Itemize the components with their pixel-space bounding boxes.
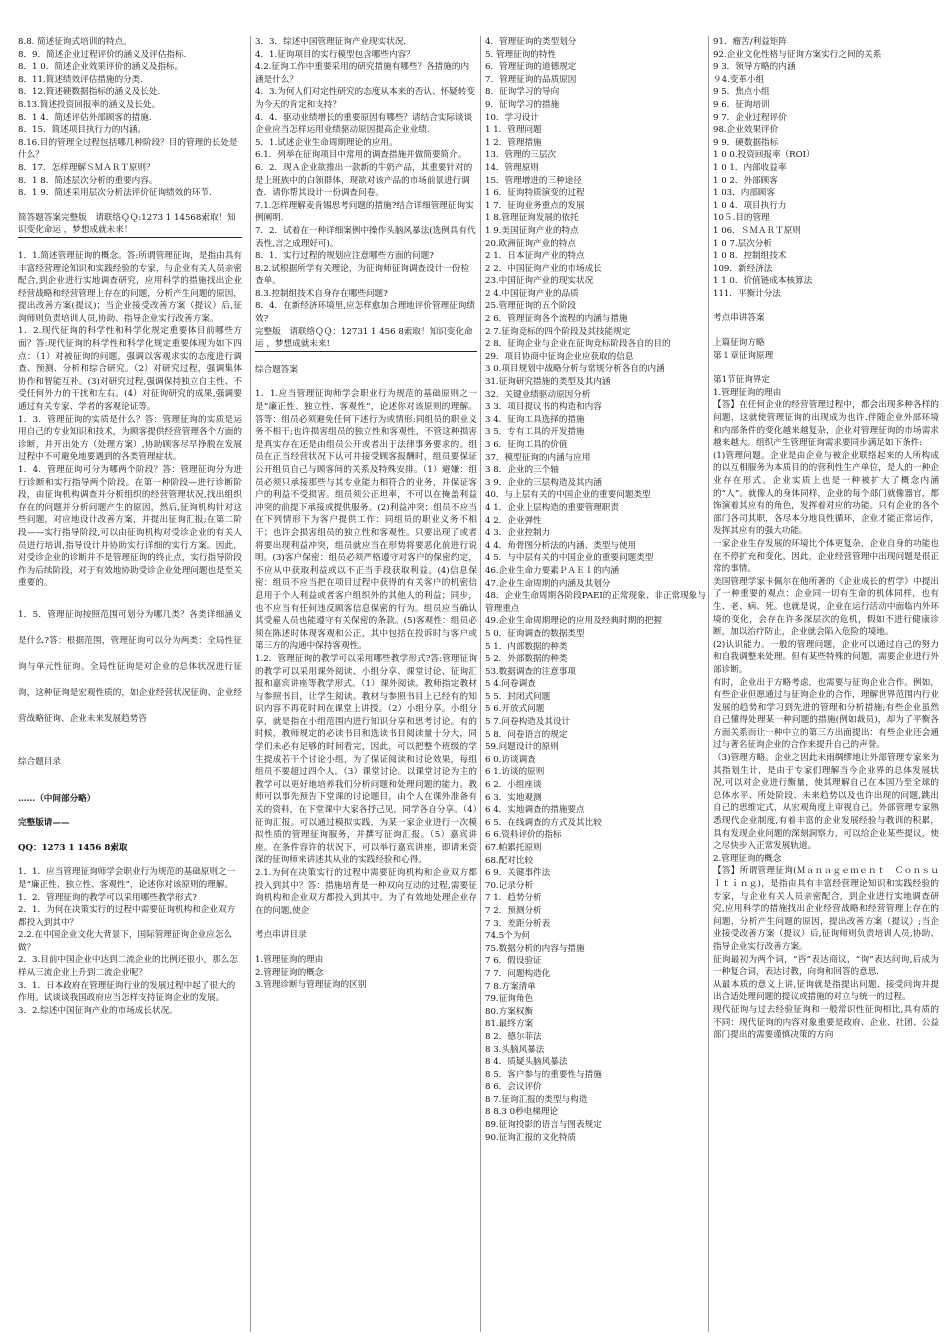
toc-entry: 8 4．质疑头脑风暴法 xyxy=(485,1057,568,1068)
toc-entry: 13．管理的三层次 xyxy=(485,150,557,161)
toc-entry: 9 7．企业过程评价 xyxy=(713,112,787,123)
toc-entry: 3 6．征询工具的价值 xyxy=(485,440,568,450)
toc-entry: 74.5个为何 xyxy=(485,931,530,942)
toc-entry: 4 3．企业控制力 xyxy=(485,528,551,539)
comprehensive-toc-heading: 综合题目录 xyxy=(18,756,61,767)
comp-answer-1-1: 1．1.应当管理征询师学会职业行为规范的基础原则之一是“廉正性、独立性、客观性”，论述你对该原则的理解。答等：组员必须避免任何下述行为或情形:同组员的职业义务不相干;也许损害组员的独立性和客观性，不管这种损害是真实存在还是由组员公开或者出于法律事务要求的。组员在正当经营状况下认可并接受顾客报酬时，组员要保证公开组员自己与顾客间的关系及特殊安排。（1）避嫌：组员必须只承接那些与其专业能力相符合的业务，并保证客户的利益不受损害。组员须公正坦率，不可以在掩盖利益冲突的前提下承接或提供服务。(2)利益冲突：组员不应当在下列情形下为客户提供工作：同组员的职业义务不相干；也许会损害组员的独立性和客观性。只要出现了或者将要出现利益冲突，组员就应当在形势将要恶化前进行说明。(3)客户保密：组员必须严格遵守对客户的保密约定，不应从中获取利益或以不正当手段获取利益。(4)信息保密：组员不应当把在项目过程中获得的有关客户的机密信息用于个人利益或者客户组织外的其他人的利益；同步，也不应当有任何违反顾客信息保密的行为。组员应当确认其受雇人员也能遵守有关保密的条款。(5)客观性：组员必须在陈述时体现客观和公正，其中包括在投诉时与客户或第三方的沟通中保持客观性。 xyxy=(255,389,477,652)
comp-question-4-2: 4.2.征询工作中重要采用的研究措施有哪些？各措施的内涵是什么？ xyxy=(255,62,470,85)
answer-paragraph: 美国管理学家卡佩尔在他所著的《企业成长的哲学》中提出了一种重要的观点：企业同一切有生命的机体同样，也有生、老、病、死。也就是说，企业在运行活动中面临内外环境的变化，会存在许多深层次的危机，假如不进行健康诊断，加以治疗防止，企业就会陷入危险的境地。 xyxy=(713,576,939,638)
toc-entry: 1 7．征询业务重点的发展 xyxy=(485,200,585,211)
answer-paragraph: 有时，企业出于方略考虑，也需要与征询企业合作。例如，有些企业但愿通过与征询企业的合作，理解世界范围内行业发展的趋势和学习到先进的管理和分析措施;有些企业虽然自己懂得处理某一种问题的措施(例如裁员)，却为了平衡各方面关系而让一种中立的第三方出面提出：有些企业还会通过与著名征询企业的合作来提升自己的声誉。 xyxy=(713,677,939,751)
question-8-17: 8．17．怎样理解ＳＭＡＲＴ原则？ xyxy=(18,162,155,173)
comp-question-3-3: 3．3．综述中国管理征询产业现实状况. xyxy=(255,37,407,47)
answer-1-3: 1．3．管理征询的实质是什么？答：管理征询的实质是运用自己的专业知识和技术，为顾客提供经营管理各个方面的诊断，并开出处方（处理方案）,协助顾客尽早挣脱在发展过程中不可避免地要遇到的各类管理症状。 xyxy=(18,414,242,463)
toc-entry: 3 0.项目规划中战略分析与常规分析各自的内涵 xyxy=(485,364,665,375)
toc-entry: 53.数据调查的注意事项 xyxy=(485,666,577,677)
toc-entry: 1 1 0．价值链成本核算法 xyxy=(713,276,813,287)
toc-entry: 4．管理征询的类型划分 xyxy=(485,37,577,47)
answer-1-4: 1．4．管理征询可分为哪两个阶段？答：管理征询分为进行诊断和实行指导两个阶段。在第一种阶段—进行诊断阶段，由征询机构调查并分析组织的经营管理状况,找出组织存在的问题并分析问题产生的原因，然后,征询机构针对这些问题，对应地设计改善方案，并提出征询汇报;在第二阶段——实行指导阶段,可以由征询机构对受诊企业的有关人员进行培训,指导设计并协助实行详细的实行方案。因此，对受诊企业的诊断并不是管理征询的终止点，实行指导阶段作为后续阶段，对于有效地协助受诊企业处理问题也是至关重要的。 xyxy=(18,465,242,589)
toc-entry: 6 2．小组座谈 xyxy=(485,780,542,791)
comp-question-1-2: 1．2．管理征询的教学可以采用哪些教学形式? xyxy=(18,892,197,903)
toc-entry: 1 1．管理问题 xyxy=(485,125,542,136)
question-8-14: 8．1 4．简述评估外部顾客的措施. xyxy=(18,112,152,123)
toc-entry: 6．管理征询的道德规定 xyxy=(485,62,577,73)
toc-entry: 7 2．预测分析 xyxy=(485,905,542,916)
toc-entry: 6 0.访谈调查 xyxy=(485,754,536,765)
toc-item-1: 1.管理征询的理由 xyxy=(255,954,324,965)
column-1 xyxy=(18,36,242,1332)
toc-entry: 32．关键业绩驱动原因分析 xyxy=(485,389,591,400)
toc-item-3: 3.管理诊断与管理征询的区别 xyxy=(255,980,367,991)
omitted-notice: ……（中间部分略） xyxy=(18,793,96,804)
question-8-15: 8．15．简述项目执行力的内涵。 xyxy=(18,125,147,136)
section-heading: 第1节征询界定 xyxy=(713,375,771,386)
answer-contact-notice-2: 完整版 请联络ＱＱ：12731 1 456 8索取！知识变化命运 ，梦想成就未来! xyxy=(255,326,473,350)
toc-entry: 49.企业生命周期理论的应用及经典时期的把握 xyxy=(485,616,662,627)
toc-entry: 80.方案权衡 xyxy=(485,1006,534,1017)
toc-entry: 6 6.资料评价的指标 xyxy=(485,830,562,841)
toc-entry: 3 9．企业的三层构造及其内涵 xyxy=(485,477,602,488)
toc-entry: 7 8.方案清单 xyxy=(485,981,536,992)
toc-entry: 37．模型征询的内涵与应用 xyxy=(485,452,591,463)
answer-paragraph: 【答】在任何企业的经营管理过程中，都会出现多种各样的问题，这就使管理征询的出现成为也许.伴随企业外部环境和内部条件的变化越来越复杂，企业对管理征询的市场需求越来越大。组织产生管理征询需求要同步满足如下条件: xyxy=(713,400,939,449)
toc-entry: 89.征询投影的语言与图表规定 xyxy=(485,1120,602,1131)
toc-entry: 5. 管理征询的特性 xyxy=(485,49,557,60)
column-2 xyxy=(250,36,477,1332)
toc-entry: 6 9．关键事件法 xyxy=(485,868,551,879)
comp-question-7-2: 7．2．试着在一种详细案例中操作头脑风暴法(选例具有代表性,言之成理好可)。 xyxy=(255,225,476,249)
toc-entry: 9 3．领导方略的内涵 xyxy=(713,62,796,73)
question-8-10: 8．1 0．简述企业效果评价的涵义及指标。 xyxy=(18,62,184,73)
toc-entry: 3 4．征询工具选择的措施 xyxy=(485,414,585,425)
question-8-8: 8.8. 简述征询式培训的特点。 xyxy=(18,37,132,47)
comp-question-8-2: 8.2.试根据所学有关理论，为征询师征询调查设计一份检查单。 xyxy=(255,263,470,287)
comp-question-2-1: 2．1．为何在决策实行的过程中需要征询机构和企业双方都投入到其中？ xyxy=(18,905,236,928)
toc-entry: 7 6．假设验证 xyxy=(485,956,542,967)
toc-entry: 8 3.头脑风暴法 xyxy=(485,1044,545,1055)
toc-entry: 111．平衡计分法 xyxy=(713,288,781,299)
toc-entry: 7．管理征询的品质原因 xyxy=(485,74,577,85)
toc-entry: 6 3．实地观测 xyxy=(485,792,542,803)
toc-list xyxy=(485,36,707,1144)
toc-entry: 8 8.3 0秒电梯理论 xyxy=(485,1107,559,1118)
toc-entry: 4 1．企业上层构造的重要管理职责 xyxy=(485,502,619,513)
toc-entry: 47.企业生命周期的内涵及其划分 xyxy=(485,578,611,589)
chapter-heading: 第１章征询原理 xyxy=(713,350,774,361)
answer-paragraph: 从最本质的意义上讲,征询就是指提出问题、接受问询并提出合适处理问题的提议或措施的对立与统一的过程。 xyxy=(713,979,939,1003)
toc-entry: 48．企业生命周期各阶段PAEI的正常现象、非正常现象与管理重点 xyxy=(485,591,706,614)
toc-item-2: 2.管理征询的概念 xyxy=(255,967,324,978)
answer-paragraph: （3)管理方略。企业之因此未雨绸缪地让外部管理专家来为其指划生计，是由于专家们理解当今企业界的总体发展状况,可以对企业进行衡量，使其理解自己在本国乃至全球的总体水平、所处阶段、未来趋势以及也许出现的问题,跳出自己的思维定式，从宏观角度上审视自己。外部管理专家熟悉现代企业制度,有着丰富的企业发展经验与教训的积累，具有发现企业问题的深刻洞察力，可以给企业某些提议，使之尽快步入正常发展轨道。 xyxy=(713,753,939,852)
toc-entry: 10５.目的管理 xyxy=(713,213,770,224)
comp-answer-2-1: 2.1.为何在决策实行的过程中需要征询机构和企业双方都投入到其中？答：措施培育是一种双向互动的过程,需要征询机构和企业双方都投入到其中。为了有效地处理企业存在的问题,使企 xyxy=(255,868,477,916)
toc-entry: 20.欧洲征询产业的特点 xyxy=(485,238,577,249)
answer-paragraph: (2)认识能力。一般的管理问题，企业可以通过自己的努力和自我调整来处理。但有某些特殊的问题，需要企业进行外部诊断。 xyxy=(713,639,939,675)
toc-entry: 5 6.开放式问题 xyxy=(485,704,545,715)
answer-1-1: 1．1.简述管理征询的概念。答:所谓管理征询，是指由具有丰富经营理论知识和实践经验的专家，与企业有关人员亲密配合,到企业进行实地调查研究，应用科学的措施找出企业经营战略和经营管理上存在的问题，分析产生问题的原因，提出改善方案(提议)；当企业接受改善方案（提议）后,征询师则负责培训人员,协助、指导企业实行改善方案。 xyxy=(18,250,242,324)
comp-question-5-1: 5．1.试述企业生命周期理论的应用。 xyxy=(255,137,398,148)
toc-entry: 5 8．问卷语言的规定 xyxy=(485,729,568,740)
toc-entry: 109．新经济法 xyxy=(713,263,773,274)
toc-entry: 59.问题设计的原则 xyxy=(485,742,559,753)
topic-heading: 2.管理征询的概念 xyxy=(713,853,782,864)
comp-question-3-2: 3．2.综述中国征询产业的市场成长状况。 xyxy=(18,1005,178,1016)
toc-entry: 98.企业效果评价 xyxy=(713,125,779,136)
toc-entry: 2 8．征询企业与企业在征询竞标阶段各自的目的 xyxy=(485,339,671,350)
toc-entry: 91．瘤苦/利益矩阵 xyxy=(713,37,787,47)
toc-entry: 5 5．封闭式问题 xyxy=(485,691,551,702)
question-8-18: 8．1 8．简述层次分析的重要内容。 xyxy=(18,175,158,186)
toc-entry: 1 6．征询特质演变的过程 xyxy=(485,188,585,199)
comp-question-4-4: 4．4．驱动业绩增长的重要原因有哪些？请结合实际谈谈企业应当怎样运用业绩驱动原因提高企业业绩. xyxy=(255,112,473,136)
toc-entry: 40．与上层有关的中国企业的重要问题类型 xyxy=(485,490,651,501)
question-8-13: 8.13.简述投资回报率的涵义及长处。 xyxy=(18,99,161,110)
toc-entry: 23.中国征询产业的现实状况 xyxy=(485,276,594,287)
comp-question-3-1: 3．1．日本政府在管理征询行业的发展过程中起了很大的作用。试谈谈我国政府应当怎样支持征询企业的发展。 xyxy=(18,980,236,1004)
toc-entry: 2 6．管理征询各个流程的内涵与措施 xyxy=(485,314,628,325)
toc-entry: 25.管理征询的五个阶段 xyxy=(485,301,577,312)
toc-entry: 1 0 4．项目执行力 xyxy=(713,200,787,211)
toc-entry: 79.征询角色 xyxy=(485,994,534,1005)
question-8-11: 8．11.简述绩效评估措施的分类. xyxy=(18,74,143,85)
answer-contact-notice: 简答题答案完整版 请联络ＱＱ:1273 1 14568索取！知识变化命运 ，梦想成就未来！ xyxy=(18,212,236,236)
toc-entry: 1 8.管理征询发展的依托 xyxy=(485,213,579,224)
comp-answer-1-2: 1.2．管理征询的教学可以采用哪些教学形式?答:管理征询的教学可以采用课外阅读、小组分享、课堂讨论、征询汇报和嘉宾讲座等教学形式。（1）课外阅读。教师指定教材与参照书目，让学生阅读。教材与参照书目上已经有的知识内容不再花时间在课堂上讲授。（2）小组分享。小组分享，就是指在小组范围内进行知识分享和思考讨论。有的时候，教师规定的必读书目和选读书目阅读量十分大，同学们未必有足够的时间看完，因此，可以把整个班级的学生提成若干个讨论小组，为了保证阅读和讨论效果，每组组员不要超过四个人。（3）课堂讨论。以课堂讨论为主的教学可以更好地培养我们分析问题和处理问题的能力。教师可以事先预告下堂课的讨论题目，由个人在课外准备有关的资料，在下堂课中大家各抒己见，同学各自分享。（4）征询汇报。可以通过模拟实践，为某一家企业进行一次模拟性质的管理征询服务，并撰写征询汇报。（5）嘉宾讲座。在条件容许的状况下，可以举行嘉宾讲座，即请来资深的征询师来讲述其从业的实践经验和心得。 xyxy=(255,653,477,866)
answer-paragraph: 一家企业生存发展的环境比个体更复杂，企业自身的功能也在不停扩充和变化，因此，企业经营管理中出现问题是很正常的事情。 xyxy=(713,538,939,575)
toc-entry: ９4.变革小组 xyxy=(713,74,765,85)
toc-entry: 8 5．客户参与的重要性与措施 xyxy=(485,1069,602,1080)
toc-entry: 1 0 8．控制组技术 xyxy=(713,251,787,262)
toc-entry: 46.企业生命力要素ＰＡＥＩ的内涵 xyxy=(485,565,619,576)
toc-entry: 8 6．会议评价 xyxy=(485,1082,542,1093)
question-8-12: 8．12.简述硬数据指标的涵义及长处. xyxy=(18,87,161,98)
toc-entry: 2 1．日本征询产业的特点 xyxy=(485,251,585,262)
toc-entry: 5 0．征询调查的数据类型 xyxy=(485,628,585,639)
comp-question-4-3: 4．3.为何人们对定性研究的态度从本来的否认、怀疑转变为今天的肯定和支持？ xyxy=(255,87,475,110)
toc-entry: 6 4．实地调查的措施要点 xyxy=(485,805,585,816)
toc-entry: 1 2．管理措施 xyxy=(485,137,542,148)
toc-entry: 3 5．专有工具的开发措施 xyxy=(485,427,585,438)
toc-entry: 1 03．内部顾客 xyxy=(713,188,776,199)
comprehensive-answers-heading: 综合题答案 xyxy=(255,364,298,375)
toc-entry: 10．学习设计 xyxy=(485,112,539,123)
answer-paragraph: 现代征询与过去经验征询和一般常识性征询相比,具有质的不同：现代征询的内容对象重要是政府、企业、社团、公益部门提出的需要谨慎决策的方向 xyxy=(713,1004,939,1041)
toc-entry: 68.配对比较 xyxy=(485,855,534,866)
toc-entry: 14．管理原则 xyxy=(485,162,539,173)
toc-entry: 1 0 1．内部收益率 xyxy=(713,162,787,173)
toc-entry: 7 7．问题构造化 xyxy=(485,968,551,979)
comp-question-4-1: 4．1.征询项目的实行模型包含哪些内容？ xyxy=(255,49,415,60)
toc-entry: 5 2．外部数据的种类 xyxy=(485,654,568,665)
toc-entry: 8．征询学习的导向 xyxy=(485,87,560,98)
toc-entry: 5 1．内部数据的种类 xyxy=(485,641,568,652)
toc-entry: 1 9.美国征询产业的特点 xyxy=(485,225,579,236)
toc-entry: 9 6．征询培训 xyxy=(713,99,770,110)
toc-entry: 7 3．差距分析表 xyxy=(485,918,551,929)
toc-entry: 1 0 2．外部顾客 xyxy=(713,175,778,186)
toc-entry: 6 1.访谈的原则 xyxy=(485,767,545,778)
toc-entry: 81.最终方案 xyxy=(485,1019,534,1030)
comp-question-8-3: 8.3.控制组技术自身存在哪些问题? xyxy=(255,288,388,299)
toc-entry: 5 4.问卷调查 xyxy=(485,679,536,690)
toc-entry: 8 2．德尔菲法 xyxy=(485,1031,542,1042)
topic-heading: 1.管理征询的理由 xyxy=(713,387,782,398)
comp-question-7-1: 7.1.怎样理解麦肯锡思考问题的措施?结合详细管理征询实例阐明. xyxy=(255,200,474,224)
column-3 xyxy=(480,36,707,1332)
toc-entry: 6 5．在线调查的方式及其比较 xyxy=(485,817,602,828)
toc-entry: 9．征询学习的措施 xyxy=(485,99,560,110)
part-heading: 上篇征询方略 xyxy=(713,338,765,349)
toc-entry: 3 8．企业的三个轴 xyxy=(485,465,559,476)
toc-entry: 9 9．硬数据指标 xyxy=(713,137,779,148)
toc-entry: 4 2．企业弹性 xyxy=(485,515,542,526)
toc-entry: 90.征询汇报的文化特质 xyxy=(485,1132,577,1143)
toc-entry: 2 2．中国征询产业的市场成长 xyxy=(485,263,602,274)
comp-question-2-3: 2．3.目前中国企业中达到二流企业的比例还很小，那么怎样从三流企业上升到二流企业呢？ xyxy=(18,955,238,979)
toc-entry: 29．项目协商中征询企业应获取的信息 xyxy=(485,351,634,362)
comp-question-1-1: 1．1．应当管理征询师学会职业行为规范的基础原则之一是“廉正性、独立性、客观性”，论述你对该原则的理解。 xyxy=(18,867,236,890)
key-points-answers-heading: 考点串讲答案 xyxy=(713,313,765,324)
toc-entry: 7 1．趋势分析 xyxy=(485,893,542,904)
column-4 xyxy=(708,36,939,1332)
toc-entry: 15．管理增进的三种途径 xyxy=(485,175,582,186)
comp-question-6-2: 6．2．现Ａ企业欲推出一款新的牛奶产品，其重要针对的是上班族中的白领群体，现欲对该产品的市场前景进行调查．请你帮其设计一份调查问卷。 xyxy=(255,162,473,199)
comp-question-2-2: 2.2.在中国企业文化大背景下，国际管理征询企业应怎么做？ xyxy=(18,930,233,953)
question-8-19: 8．1 9．简述采用层次分析法评价征询绩效的环节. xyxy=(18,188,212,199)
question-8-9: 8．9．简述企业过程评价的涵义及评估指标. xyxy=(18,49,187,60)
answer-paragraph: 征询最初为两个词，“咨”表达商议，“询”表达问询,后成为一种复合词，表达讨教，向询和回答的意思. xyxy=(713,954,939,978)
comp-question-6-1: 6.1．列举在征询项目中常用的调查措施并做简要简介。 xyxy=(255,150,467,161)
toc-entry: 70.记录分析 xyxy=(485,880,534,891)
toc-entry: 8 7.征询汇报的类型与构造 xyxy=(485,1094,588,1105)
answer-1-2: 1．2.现代征询的科学性和科学化规定重要体目前哪些方面？答:现代征询的科学性和科学化规定重要体现为如下四点：（1）对被征询的问题，强调以客观求实的态度进行调查、预测、分析和综合研究。（2）对研究过程，强调集体协作和智能互补。(3)对研究过程,强调保持独立自主性、不受任何外力的干扰和左右。(4）对征询研究的成果,强调要通过有关专家、学者的客观论证等。 xyxy=(18,326,242,413)
toc-entry: 1 0 7.层次分析 xyxy=(713,238,772,249)
toc-entry: 31.征询研究措施的类型及其内涵 xyxy=(485,377,611,388)
toc-entry: 5 7.问卷构造及其设计 xyxy=(485,717,571,728)
toc-entry: 2 7.征询竞标的四个阶段及其技能规定 xyxy=(485,326,631,337)
key-points-toc-heading: 考点串讲目录 xyxy=(255,930,307,941)
comp-question-8-1: 8．1．实行过程的规划应注意哪些方面的问题? xyxy=(255,251,434,262)
toc-entry: 92.企业文化性格与征询方案实行之间的关系 xyxy=(713,49,882,60)
toc-entry: 4 4．角骨图分析法的内涵、类型与使用 xyxy=(485,540,637,551)
answer-paragraph: (1)管理问题。企业是由企业与被企业联络起来的人所构成的以互相服务为本质目的的营利性生产单位，是人的一种企业存在形式。企业实质上也是一种被扩大了概念内涵的“人”。就像人的身体同样，企业的每个部门就像器官，都饰演着其应有的角色，发挥着对应的功能。只有企业的各个部门各司其职，各尽本分地良性循环，企业才能正常运作，发挥其应有的强大功能。 xyxy=(713,450,939,537)
toc-entry: 4 5．与中层有关的中国企业的重要问题类型 xyxy=(485,553,654,564)
toc-entry: 1 0 0.投资回报率（ROI） xyxy=(713,150,815,161)
answer-1-5: 1．5．管理征询按照范围可划分为哪几类？各类详细涵义是什么?答：根据范围，管理征询可以分为两类：全局性征询与单元性征询。全局性征询是对企业的总体状况进行征询，这种征询是宏观性质的，如企业经营状况征询、企业经营战略征询、企业未来发展趋势咨 xyxy=(18,609,242,724)
toc-entry: 3 3．项目提议书的构造和内容 xyxy=(485,402,602,413)
toc-entry: 67.帕累托原则 xyxy=(485,843,542,853)
toc-entry: 2 4.中国征询产业的品质 xyxy=(485,288,579,299)
full-version-notice: 完整版请—— xyxy=(18,818,70,829)
question-8-16: 8.16.目的管理全过程包括哪几种阶段？目的管理的长处是什么？ xyxy=(18,137,238,161)
answer-paragraph: 【答】所谓管理征询(Ｍａｎａｇｅｍｅｎｔ Ｃｏｎｓｕｌｔｉｎｇ)，是指由具有丰富经营理论知识和实践经验的专家，与企业有关人员亲密配合，到企业进行实地调查研究,应用科学的措施找出企业经营战略和经营管理上存在的问题，分析产生问题的原因，提出改善方案（提议）;当企业接受改善方案（提议）后,征询师则负责培训人员,协助、指导企业实行改善方案。 xyxy=(713,866,939,952)
toc-entry: 1 06．ＳＭＡＲＴ原则 xyxy=(713,225,801,236)
toc-list-continued xyxy=(713,36,939,300)
qq-contact: QQ：1273 1 1456 8索取 xyxy=(18,842,128,853)
comp-question-8-4: 8．4．在新经济环境里,应怎样愈加合理地评价管理征询绩效? xyxy=(255,301,475,325)
toc-entry: 75.数据分析的内容与措施 xyxy=(485,943,585,954)
toc-entry: 9 5．焦点小组 xyxy=(713,87,770,98)
